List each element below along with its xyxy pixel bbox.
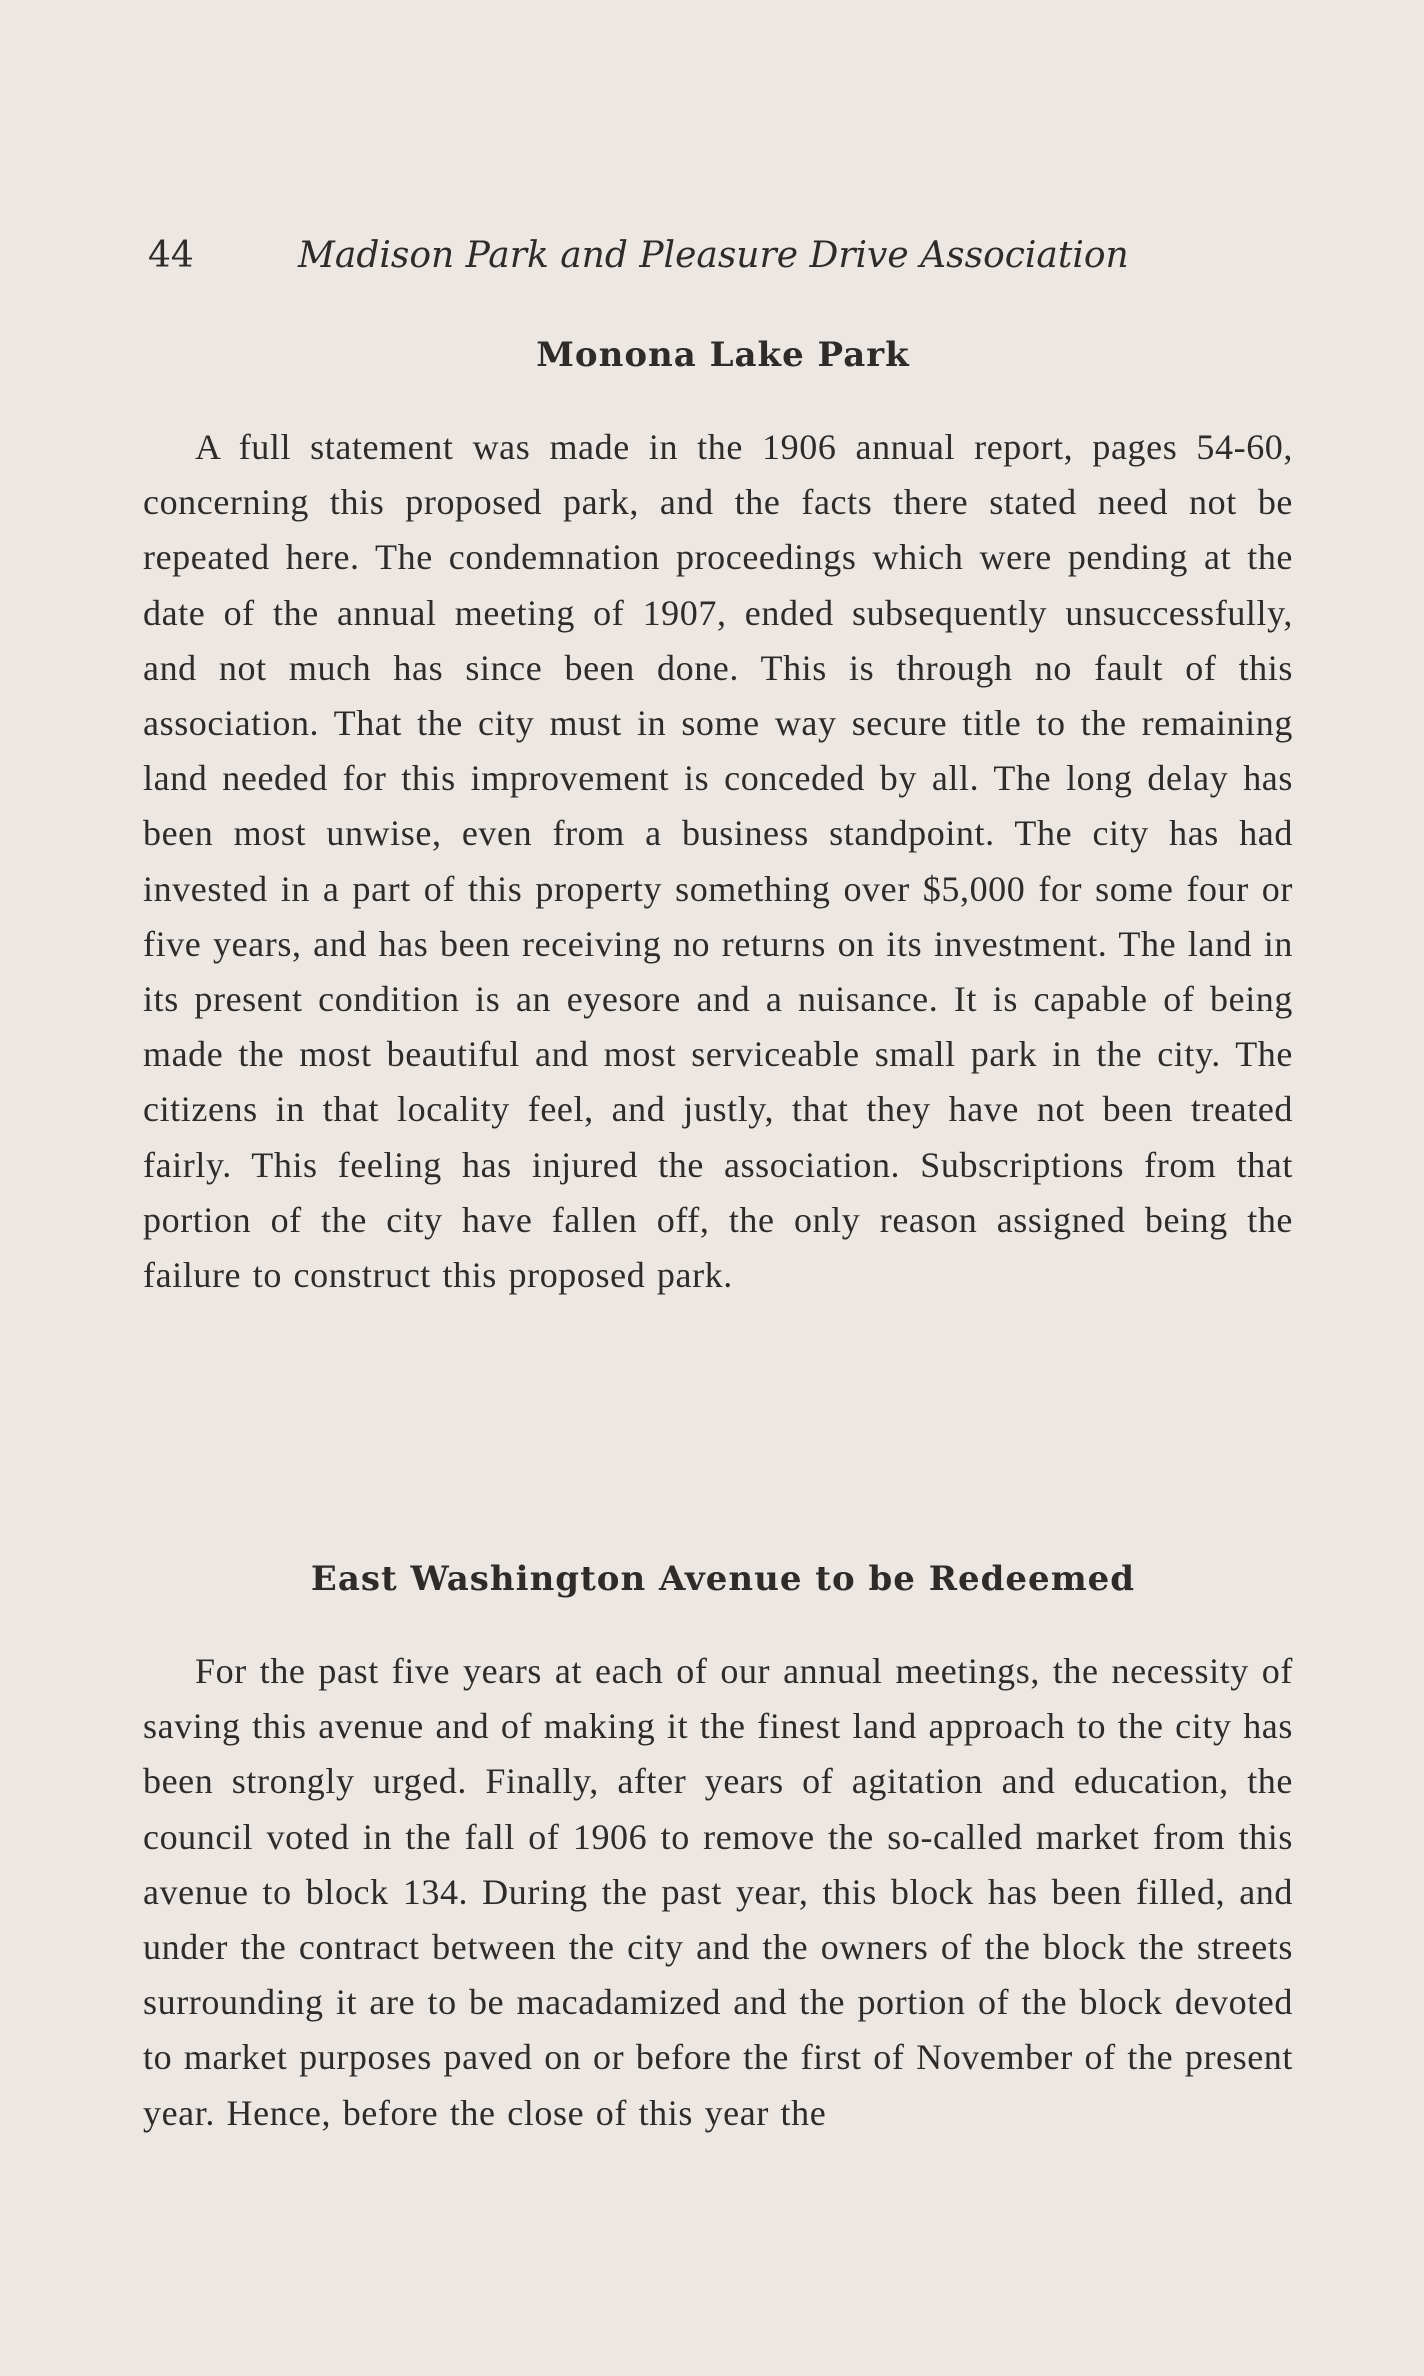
running-title: Madison Park and Pleasure Drive Association	[298, 235, 1129, 276]
paragraph-monona-lake-park: A full statement was made in the 1906 annual report, pages 54-60, concerning this proposed park, and the facts there stated need not be repeated here. The condemnation proceedings which were pending at the date of the annual meeting of 1907, ended subsequently unsuccessfully, and not much has since been done. This is through no fault of this association. That the city must in some way secure title to the remaining land needed for this improvement is conceded by all. The long delay has been most unwise, even from a business standpoint. The city has had invested in a part of this property something over $5,000 for some four or five years, and has been receiving no returns on its investment. The land in its present condition is an eyesore and a nuisance. It is capable of being made the most beautiful and most serviceable small park in the city. The citizens in that locality feel, and justly, that they have not been treated fairly. This feeling has injured the association. Subscriptions from that portion of the city have fallen off, the only reason assigned being the failure to construct this proposed park.	[143, 427, 1293, 1296]
running-head	[148, 228, 1298, 284]
page-number: 44	[148, 235, 194, 276]
paragraph-east-washington-avenue: For the past five years at each of our annual meetings, the necessity of saving this avenue and of making it the finest land approach to the city has been strongly urged. Finally, after years of agitation and education, the council voted in the fall of 1906 to remove the so-called market from this avenue to block 134. During the past year, this block has been filled, and under the contract between the city and the owners of the block the streets surrounding it are to be macadamized and the portion of the block devoted to market purposes paved on or before the first of November of the present year. Hence, before the close of this year the	[143, 1651, 1293, 2133]
section-heading-monona-lake-park: Monona Lake Park	[536, 335, 910, 375]
section-heading-east-washington-avenue: East Washington Avenue to be Redeemed	[310, 1559, 1136, 1599]
